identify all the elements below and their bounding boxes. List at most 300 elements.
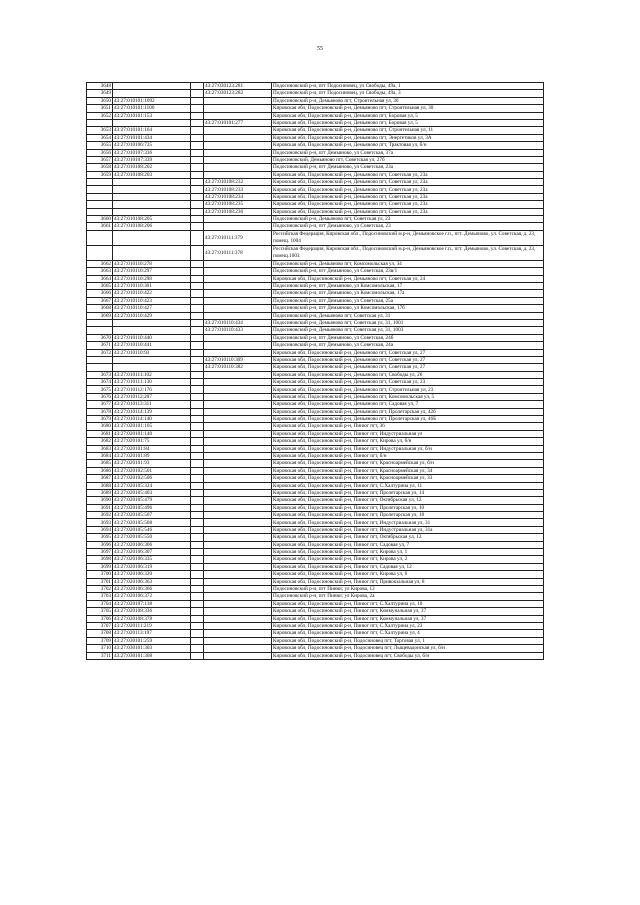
address-cell: Кировская обл, Подосиновский р-н, Демьяново пгт, Строительная ул, 11 [272, 127, 544, 134]
empty-cell-cell [191, 475, 204, 482]
row-number-cell: 3651 [87, 105, 113, 112]
row-number-cell: 3705 [87, 608, 113, 615]
cadastral-number-cell: 43:27:010107:336 [113, 149, 191, 156]
row-number-cell: 3703 [87, 593, 113, 600]
empty-cell-cell [191, 504, 204, 511]
row-number-cell [87, 179, 113, 186]
cadastral-number-cell: 43:27:020106:306 [113, 541, 191, 548]
cadastral-number-cell: 43:27:020108:378 [113, 615, 191, 622]
empty-cell-cell [191, 645, 204, 652]
row-number-cell: 3654 [87, 134, 113, 141]
address-cell: Подосиновский р-н, пгт Демьяново, ул Комсомольская, 17а [272, 290, 544, 297]
address-cell: Кировская обл, Подосиновский р-н, Демьяново пгт, Советская ул, 23а [272, 179, 544, 186]
row-number-cell: 3689 [87, 489, 113, 496]
row-number-cell: 3683 [87, 445, 113, 452]
empty-cell-cell [191, 489, 204, 496]
address-cell: Кировская обл, Подосиновский р-н, Демьяново пгт, Советская ул, 23а [272, 193, 544, 200]
empty-cell-cell [191, 171, 204, 178]
linked-cadastral-number-cell [204, 127, 272, 134]
address-cell: Кировская обл, Подосиновский р-н, Пинюг пгт, Красноармейская ул, 33 [272, 475, 544, 482]
table-row [87, 430, 544, 437]
empty-cell-cell [191, 112, 204, 119]
cadastral-number-cell [113, 327, 191, 334]
address-cell: Кировская обл, Подосиновский р-н, Пинюг пгт, Пролетарская ул, 14 [272, 489, 544, 496]
row-number-cell: 3693 [87, 519, 113, 526]
linked-cadastral-number-cell [204, 541, 272, 548]
cadastral-number-cell: 43:27:030101:303 [113, 645, 191, 652]
table-row [87, 290, 544, 297]
table-row [87, 526, 544, 533]
linked-cadastral-number-cell [204, 134, 272, 141]
row-number-cell: 3695 [87, 534, 113, 541]
address-cell: Подосиновский р-н, пгт Пинюг, ул Кирова, 2а [272, 593, 544, 600]
linked-cadastral-number-cell [204, 512, 272, 519]
address-cell: Кировская обл, Подосиновский р-н, Демьяново пгт, Пролетарская ул, 42б [272, 408, 544, 415]
address-cell: Кировская обл, Подосиновский р-н, Демьяново пгт, Комсомольская ул, 5 [272, 393, 544, 400]
address-cell: Подосиновский р-н, Демьяново пгт, Советская ул, 23 [272, 216, 544, 223]
cadastral-number-cell: 43:27:020105:546 [113, 526, 191, 533]
cadastral-number-cell: 43:27:010101:1092 [113, 97, 191, 104]
cadastral-number-cell: 43:27:010108:206 [113, 223, 191, 230]
table-row [87, 393, 544, 400]
cadastral-number-cell: 43:27:010107:339 [113, 156, 191, 163]
row-number-cell [87, 327, 113, 334]
table-row [87, 327, 544, 334]
row-number-cell: 3661 [87, 223, 113, 230]
linked-cadastral-number-cell [204, 282, 272, 289]
row-number-cell: 3691 [87, 504, 113, 511]
table-row [87, 208, 544, 215]
address-cell: Подосиновский р-н, пгт Демьяново, ул Советская, 23 [272, 223, 544, 230]
cadastral-number-cell: 43:27:010101:1100 [113, 105, 191, 112]
empty-cell-cell [191, 364, 204, 371]
empty-cell-cell [191, 563, 204, 570]
address-cell: Кировская обл, Подосиновский р-н, Демьяново пгт, Садовая ул, 7 [272, 401, 544, 408]
linked-cadastral-number-cell: 43:27:010108:232 [204, 179, 272, 186]
empty-cell-cell [191, 452, 204, 459]
empty-cell-cell [191, 90, 204, 97]
empty-cell-cell [191, 423, 204, 430]
row-number-cell: 3710 [87, 645, 113, 652]
address-cell: Кировская обл, Подосиновский р-н, Демьяново пгт, Советская ул, 23а [272, 208, 544, 215]
empty-cell-cell [191, 430, 204, 437]
empty-cell-cell [191, 297, 204, 304]
table-row [87, 408, 544, 415]
table-row [87, 637, 544, 644]
table-row [87, 386, 544, 393]
linked-cadastral-number-cell [204, 556, 272, 563]
table-row [87, 223, 544, 230]
empty-cell-cell [191, 556, 204, 563]
table-row [87, 201, 544, 208]
table-row [87, 482, 544, 489]
address-cell: Подосиновский р-н, пгт Демьяново, ул Советская, 23в/1 [272, 268, 544, 275]
linked-cadastral-number-cell [204, 475, 272, 482]
address-cell: Кировская обл, Подосиновский р-н, Пинюг пгт, Октябрьская ул, 12 [272, 534, 544, 541]
address-cell: Кировская обл, Подосиновский р-н, Демьяново пгт, Строительная ул, 30 [272, 105, 544, 112]
address-cell: Кировская обл, Подосиновский р-н, Пинюг пгт, Пролетарская ул, 10 [272, 504, 544, 511]
table-row [87, 578, 544, 585]
cadastral-number-cell: 43:27:020111:219 [113, 622, 191, 629]
row-number-cell: 3657 [87, 156, 113, 163]
cadastral-number-cell: 43:27:020105:403 [113, 489, 191, 496]
row-number-cell [87, 356, 113, 363]
empty-cell-cell [191, 519, 204, 526]
address-cell: Российская Федерация, Кировская обл., Подосиновский м.р-н, Демьяновское г.п., пгт. Демьяново, ул. Советская, д. 23, помещ.1003 [272, 245, 544, 260]
table-row [87, 563, 544, 570]
row-number-cell: 3678 [87, 408, 113, 415]
row-number-cell: 3680 [87, 423, 113, 430]
empty-cell-cell [191, 290, 204, 297]
cadastral-number-cell: 43:27:010101:153 [113, 112, 191, 119]
row-number-cell: 3679 [87, 416, 113, 423]
cadastral-number-cell: 43:27:020113:197 [113, 630, 191, 637]
cadastral-number-cell: 43:27:010108:202 [113, 164, 191, 171]
linked-cadastral-number-cell [204, 297, 272, 304]
empty-cell-cell [191, 408, 204, 415]
table-row [87, 497, 544, 504]
address-cell: Кировская обл, Подосиновский р-н, Демьяново пгт, Советская ул, 27 [272, 364, 544, 371]
linked-cadastral-number-cell [204, 645, 272, 652]
row-number-cell: 3684 [87, 452, 113, 459]
address-cell: Подосиновский р-н, пгт Демьяново, ул Комсомольская, 17 [272, 282, 544, 289]
linked-cadastral-number-cell: 43:27:010108:234 [204, 193, 272, 200]
linked-cadastral-number-cell [204, 423, 272, 430]
empty-cell-cell [191, 83, 204, 90]
empty-cell-cell [191, 127, 204, 134]
cadastral-number-cell: 43:27:010110:301 [113, 282, 191, 289]
table-row [87, 519, 544, 526]
cadastral-number-cell: 43:27:010110:93 [113, 349, 191, 356]
linked-cadastral-number-cell [204, 416, 272, 423]
empty-cell-cell [191, 193, 204, 200]
linked-cadastral-number-cell [204, 438, 272, 445]
linked-cadastral-number-cell [204, 312, 272, 319]
address-cell: Кировская обл, Подосиновский р-н, Пинюг пгт, Индустриальная ул, б/н [272, 445, 544, 452]
address-cell: Кировская обл, Подосиновский р-н, Пинюг пгт, С.Халтурина ул, 23 [272, 622, 544, 629]
table-row [87, 571, 544, 578]
row-number-cell: 3675 [87, 386, 113, 393]
linked-cadastral-number-cell [204, 268, 272, 275]
table-row [87, 460, 544, 467]
address-cell: Подосиновский р-н, пгт Демьяново, ул Советская, 24б [272, 334, 544, 341]
table-row [87, 260, 544, 267]
address-cell: Кировская обл, Подосиновский р-н, Демьяново пгт, Пролетарская ул, 46Б [272, 416, 544, 423]
address-cell: Кировская обл, Подосиновский р-н, Демьяново пгт, Боровая ул, 5 [272, 119, 544, 126]
row-number-cell: 3698 [87, 556, 113, 563]
address-cell: Кировская обл, Подосиновский р-н, Подосиновец пгт, Лыщевадонская ул, б/н [272, 645, 544, 652]
address-cell: Кировская обл, Подосиновский р-н, Демьяново пгт, Строительная ул, 23 [272, 386, 544, 393]
table-row [87, 149, 544, 156]
row-number-cell: 3674 [87, 379, 113, 386]
linked-cadastral-number-cell [204, 549, 272, 556]
cadastral-number-cell: 43:27:020108:336 [113, 608, 191, 615]
row-number-cell: 3670 [87, 334, 113, 341]
empty-cell-cell [191, 467, 204, 474]
row-number-cell: 3694 [87, 526, 113, 533]
linked-cadastral-number-cell [204, 379, 272, 386]
table-row [87, 83, 544, 90]
empty-cell-cell [191, 586, 204, 593]
table-row [87, 416, 544, 423]
address-cell: Подосиновский р-н, пгт Пинюг, ул Кирова, 12 [272, 586, 544, 593]
address-cell: Подосиновский р-н, Демьяново пгт, Советская ул, 31, 1001 [272, 319, 544, 326]
address-cell: Кировская обл, Подосиновский р-н, Пинюг пгт, Кирова ул, 1 [272, 549, 544, 556]
row-number-cell: 3696 [87, 541, 113, 548]
address-cell: Кировская обл, Подосиновский р-н, Пинюг пгт, 36 [272, 423, 544, 430]
cadastral-number-cell: 43:27:020106:320 [113, 571, 191, 578]
empty-cell-cell [191, 282, 204, 289]
linked-cadastral-number-cell: 43:27:010110:382 [204, 364, 272, 371]
table-row [87, 467, 544, 474]
row-number-cell: 3706 [87, 615, 113, 622]
cadastral-number-cell: 43:27:020105:507 [113, 512, 191, 519]
table-row [87, 652, 544, 659]
cadastral-number-cell: 43:27:010110:440 [113, 334, 191, 341]
row-number-cell [87, 245, 113, 260]
row-number-cell [87, 119, 113, 126]
cadastral-number-cell: 43:27:020105:324 [113, 482, 191, 489]
address-cell: Подосиновский, Демьяново пгт, Советская ул, 27б [272, 156, 544, 163]
empty-cell-cell [191, 541, 204, 548]
linked-cadastral-number-cell [204, 260, 272, 267]
empty-cell-cell [191, 216, 204, 223]
table-row [87, 127, 544, 134]
linked-cadastral-number-cell [204, 171, 272, 178]
cadastral-number-cell [113, 356, 191, 363]
linked-cadastral-number-cell [204, 630, 272, 637]
empty-cell-cell [191, 593, 204, 600]
address-cell: Кировская обл, Подосиновский р-н, Демьяново пгт, Советская ул, 27 [272, 349, 544, 356]
row-number-cell: 3697 [87, 549, 113, 556]
empty-cell-cell [191, 119, 204, 126]
linked-cadastral-number-cell [204, 142, 272, 149]
table-row [87, 622, 544, 629]
address-cell: Кировская обл, Подосиновский р-н, Пинюг пгт, б/н [272, 452, 544, 459]
row-number-cell [87, 319, 113, 326]
address-cell: Подосиновский р-н, пгт Демьяново, ул Комсомольская, 17б [272, 305, 544, 312]
cadastral-number-cell: 43:27:020105:508 [113, 519, 191, 526]
address-cell: Кировская обл, Подосиновский р-н, Пинюг пгт, Красноармейская ул, б/н [272, 460, 544, 467]
table-row [87, 504, 544, 511]
empty-cell-cell [191, 600, 204, 607]
empty-cell-cell [191, 186, 204, 193]
table-row [87, 156, 544, 163]
linked-cadastral-number-cell [204, 105, 272, 112]
cadastral-number-cell: 43:27:010110:427 [113, 305, 191, 312]
empty-cell-cell [191, 208, 204, 215]
row-number-cell: 3686 [87, 467, 113, 474]
empty-cell-cell [191, 482, 204, 489]
linked-cadastral-number-cell [204, 482, 272, 489]
row-number-cell: 3650 [87, 97, 113, 104]
address-cell: Кировская обл, Подосиновский р-н, Пинюг пгт, Пролетарская ул, 18 [272, 512, 544, 519]
linked-cadastral-number-cell [204, 460, 272, 467]
linked-cadastral-number-cell [204, 526, 272, 533]
row-number-cell: 3656 [87, 149, 113, 156]
address-cell: Кировская обл, Подосиновский р-н, Пинюг пгт, С.Халтурина ул, 10 [272, 600, 544, 607]
address-cell: Кировская обл, Подосиновский р-н, Демьяново пгт, Советская ул, 23а [272, 171, 544, 178]
empty-cell-cell [191, 386, 204, 393]
table-row [87, 600, 544, 607]
linked-cadastral-number-cell [204, 97, 272, 104]
linked-cadastral-number-cell [204, 652, 272, 659]
cadastral-number-cell: 43:27:020106:319 [113, 563, 191, 570]
cadastral-number-cell: 43:27:020105:479 [113, 497, 191, 504]
row-number-cell: 3692 [87, 512, 113, 519]
row-number-cell [87, 193, 113, 200]
empty-cell-cell [191, 534, 204, 541]
address-cell: Кировская обл, Подосиновский р-н, Пинюг пгт, Коммунальная ул, 37 [272, 608, 544, 615]
cadastral-number-cell: 43:27:010112:207 [113, 393, 191, 400]
row-number-cell: 3682 [87, 438, 113, 445]
row-number-cell: 3653 [87, 127, 113, 134]
linked-cadastral-number-cell: 43:27:010111:379 [204, 230, 272, 245]
row-number-cell: 3660 [87, 216, 113, 223]
cadastral-number-cell: 43:27:010110:298 [113, 275, 191, 282]
empty-cell-cell [191, 393, 204, 400]
row-number-cell: 3707 [87, 622, 113, 629]
table-row [87, 556, 544, 563]
cadastral-number-cell: 43:27:020101:93 [113, 460, 191, 467]
cadastral-number-cell: 43:27:020106:372 [113, 593, 191, 600]
linked-cadastral-number-cell [204, 593, 272, 600]
linked-cadastral-number-cell [204, 578, 272, 585]
cadastral-number-cell: 43:27:020107:138 [113, 600, 191, 607]
address-cell: Кировская обл, Подосиновский р-н, Демьяново пгт, Советская ул, 23а [272, 201, 544, 208]
row-number-cell: 3676 [87, 393, 113, 400]
address-cell: Кировская обл, Подосиновский р-н, Подосиновец пгт, Свободы ул, б/н [272, 652, 544, 659]
cadastral-number-cell: 43:27:010108:203 [113, 171, 191, 178]
address-cell: Кировская обл, Подосиновский р-н, Пинюг пгт, Кирова ул, 6 [272, 571, 544, 578]
table-row [87, 364, 544, 371]
empty-cell-cell [191, 164, 204, 171]
row-number-cell: 3655 [87, 142, 113, 149]
row-number-cell: 3668 [87, 305, 113, 312]
cadastral-number-cell: 43:27:010111:130 [113, 379, 191, 386]
page-number: 55 [317, 46, 323, 52]
empty-cell-cell [191, 497, 204, 504]
table-row [87, 105, 544, 112]
table-row [87, 171, 544, 178]
cadastral-number-cell [113, 186, 191, 193]
empty-cell-cell [191, 512, 204, 519]
cadastral-number-cell [113, 245, 191, 260]
cadastral-number-cell: 43:27:020101:140 [113, 430, 191, 437]
cadastral-number-cell: 43:27:020106:335 [113, 556, 191, 563]
cadastral-number-cell [113, 364, 191, 371]
table-row [87, 586, 544, 593]
linked-cadastral-number-cell [204, 489, 272, 496]
linked-cadastral-number-cell [204, 216, 272, 223]
address-cell: Кировская обл, Подосиновский р-н, Демьяново пгт, Боровая ул, 5 [272, 112, 544, 119]
cadastral-number-cell: 43:27:010110:422 [113, 290, 191, 297]
address-cell: Подосиновский р-н, Демьяново пгт, Строительная ул, 30 [272, 97, 544, 104]
table-row [87, 630, 544, 637]
linked-cadastral-number-cell [204, 371, 272, 378]
table-row [87, 534, 544, 541]
table-row [87, 356, 544, 363]
empty-cell-cell [191, 571, 204, 578]
row-number-cell: 3652 [87, 112, 113, 119]
row-number-cell: 3648 [87, 83, 113, 90]
cadastral-number-cell [113, 319, 191, 326]
cadastral-number-cell [113, 230, 191, 245]
cadastral-number-cell: 43:27:020101:75 [113, 438, 191, 445]
empty-cell-cell [191, 349, 204, 356]
address-cell: Кировская обл, Подосиновский р-н, Пинюг пгт, Индустриальная ул [272, 430, 544, 437]
cadastral-number-cell: 43:27:010110:429 [113, 312, 191, 319]
row-number-cell: 3649 [87, 90, 113, 97]
empty-cell-cell [191, 305, 204, 312]
address-cell: Подосиновский р-н, пгт Подосиновец, ул Свободы, 49а, 3 [272, 90, 544, 97]
row-number-cell: 3672 [87, 349, 113, 356]
address-cell: Подосиновский р-н, пгт Демьяново, ул Советская, 37а [272, 149, 544, 156]
table-row [87, 541, 544, 548]
register-table-body [87, 83, 544, 660]
empty-cell-cell [191, 371, 204, 378]
linked-cadastral-number-cell: 43:27:010108:236 [204, 208, 272, 215]
empty-cell-cell [191, 438, 204, 445]
cadastral-number-cell: 43:27:020101:105 [113, 423, 191, 430]
cadastral-number-cell: 43:27:010114:139 [113, 408, 191, 415]
linked-cadastral-number-cell [204, 164, 272, 171]
table-row [87, 193, 544, 200]
cadastral-number-cell [113, 179, 191, 186]
linked-cadastral-number-cell [204, 305, 272, 312]
row-number-cell: 3667 [87, 297, 113, 304]
linked-cadastral-number-cell [204, 386, 272, 393]
table-row [87, 245, 544, 260]
linked-cadastral-number-cell [204, 342, 272, 349]
linked-cadastral-number-cell [204, 223, 272, 230]
empty-cell-cell [191, 327, 204, 334]
row-number-cell: 3658 [87, 164, 113, 171]
empty-cell-cell [191, 319, 204, 326]
table-row [87, 142, 544, 149]
table-row [87, 275, 544, 282]
cadastral-number-cell: 43:27:020106:366 [113, 586, 191, 593]
row-number-cell: 3690 [87, 497, 113, 504]
empty-cell-cell [191, 201, 204, 208]
table-row [87, 112, 544, 119]
empty-cell-cell [191, 460, 204, 467]
cadastral-number-cell: 43:27:010106:735 [113, 142, 191, 149]
address-cell: Подосиновский р-н, пгт Демьяново, ул Советская, 23а [272, 164, 544, 171]
table-row [87, 216, 544, 223]
table-row [87, 342, 544, 349]
row-number-cell: 3665 [87, 282, 113, 289]
address-cell: Кировская обл, Подосиновский р-н, Пинюг пгт, Садовая ул, 7 [272, 541, 544, 548]
linked-cadastral-number-cell [204, 149, 272, 156]
address-cell: Подосиновский р-н, пгт Подосиновец, ул Свободы, 49а, 1 [272, 83, 544, 90]
table-row [87, 179, 544, 186]
row-number-cell: 3708 [87, 630, 113, 637]
row-number-cell [87, 186, 113, 193]
empty-cell-cell [191, 230, 204, 245]
address-cell: Кировская обл, Подосиновский р-н, Демьяново пгт, Советская ул, 23а [272, 186, 544, 193]
empty-cell-cell [191, 97, 204, 104]
linked-cadastral-number-cell [204, 519, 272, 526]
linked-cadastral-number-cell [204, 112, 272, 119]
table-row [87, 645, 544, 652]
address-cell: Кировская обл, Подосиновский р-н, Подосиновец пгт, Торговая ул, 1 [272, 637, 544, 644]
table-row [87, 438, 544, 445]
empty-cell-cell [191, 652, 204, 659]
row-number-cell: 3673 [87, 371, 113, 378]
address-cell: Кировская обл, Подосиновский р-н, Пинюг пгт, С.Халтурина ул, 11 [272, 482, 544, 489]
table-row [87, 379, 544, 386]
